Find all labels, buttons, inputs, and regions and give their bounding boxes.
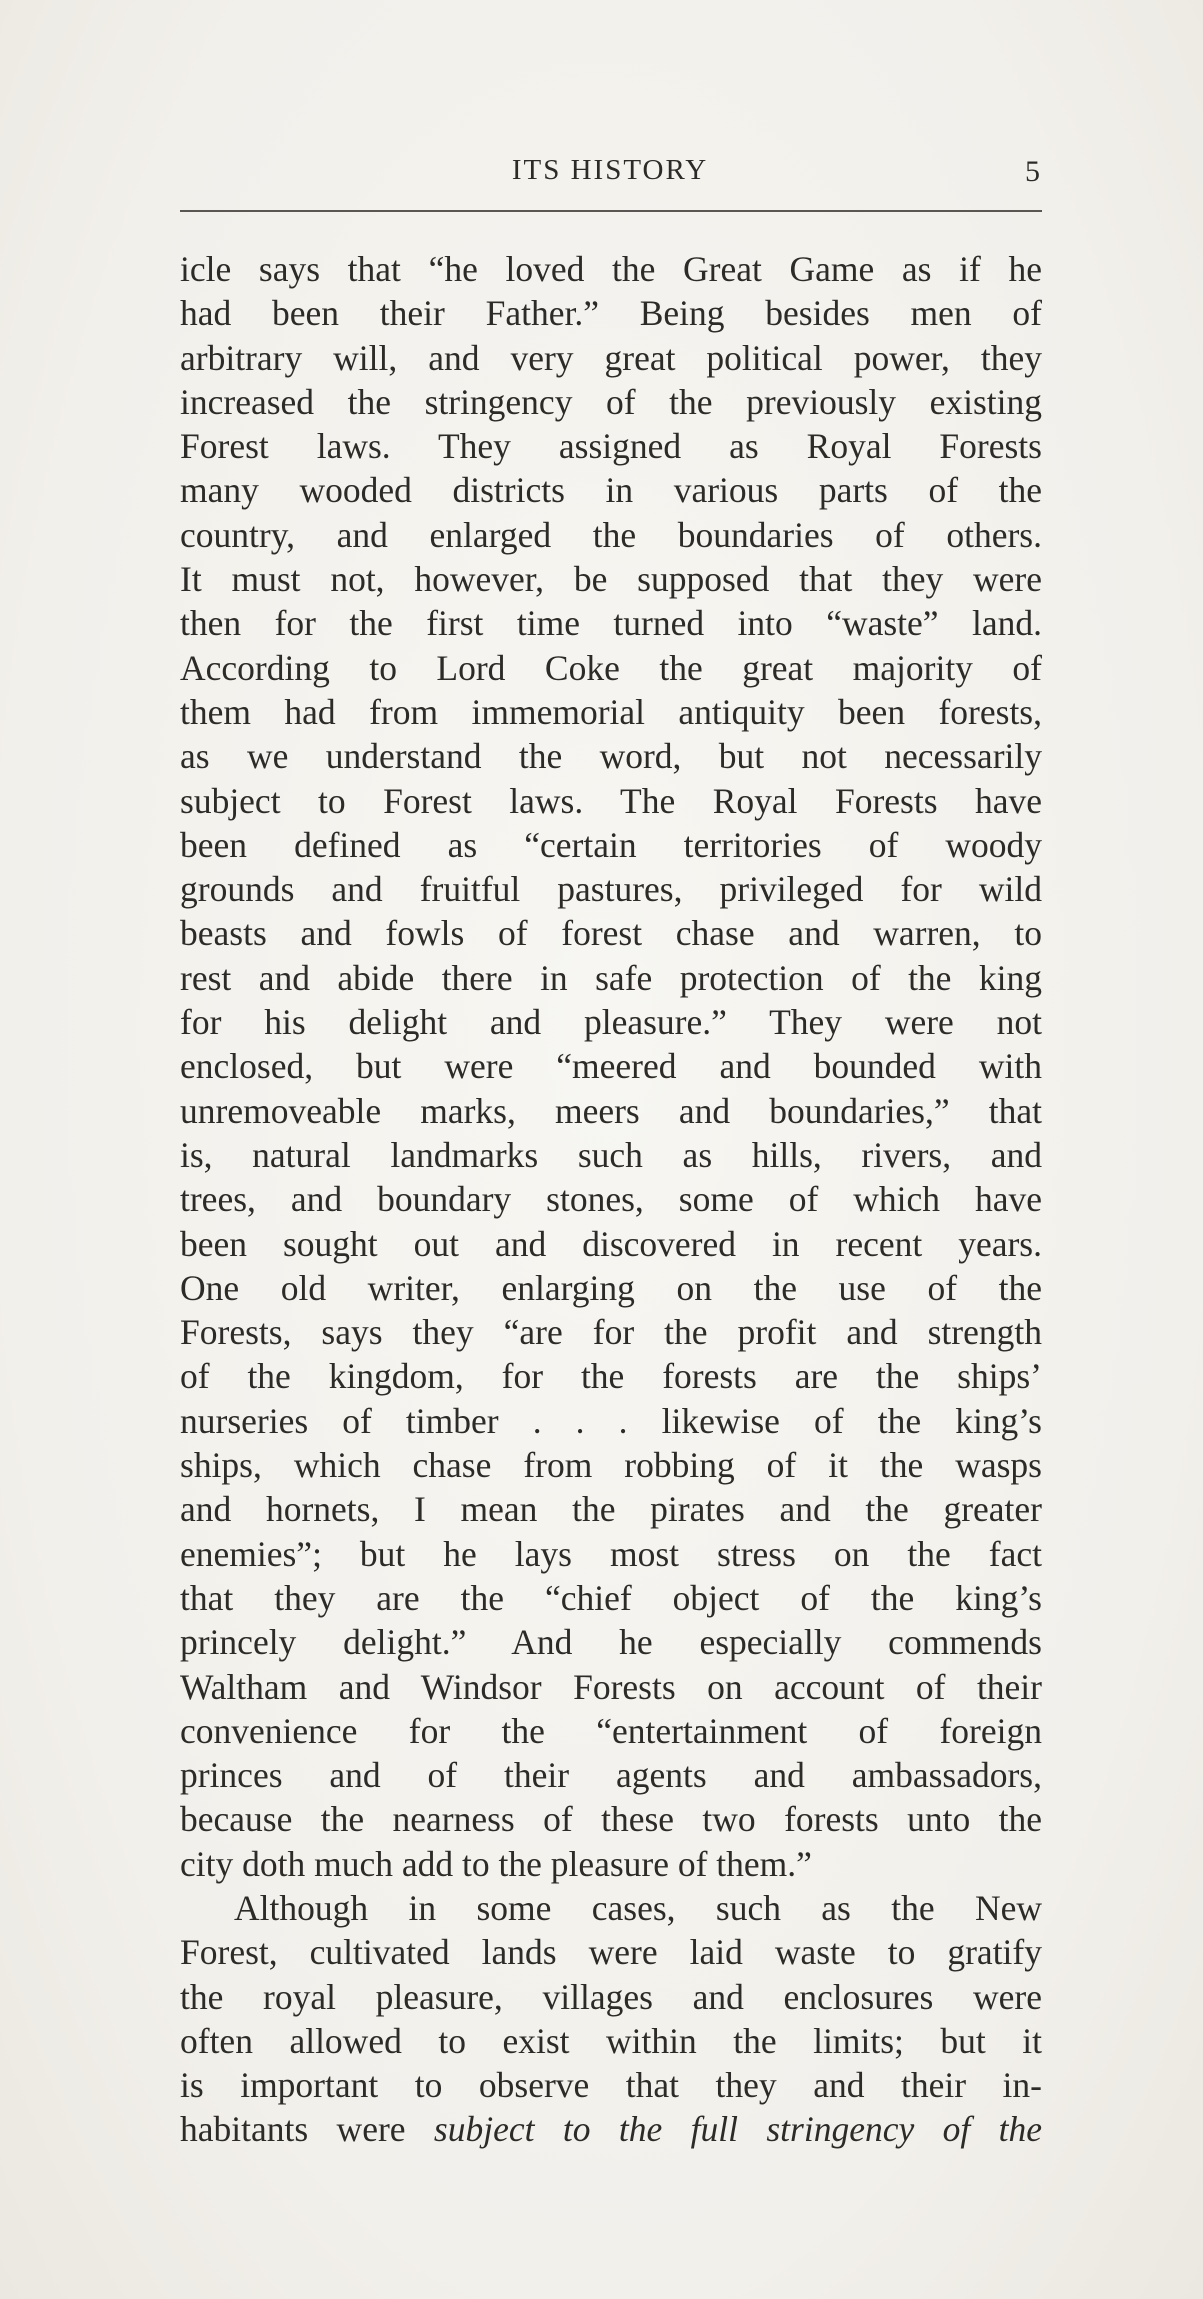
text-line: increased the stringency of the previously existing	[180, 381, 1042, 422]
text-line: Forest laws. They assigned as Royal Forests	[180, 426, 1042, 467]
text-line: that they are the “chief object of the king’s	[180, 1577, 1042, 1618]
text-line: Forests, says they “are for the profit and strength	[180, 1312, 1042, 1353]
page-header	[180, 148, 1040, 192]
paragraph-start-line: Although in some cases, such as the New	[234, 1887, 1042, 1928]
text-line: One old writer, enlarging on the use of the	[180, 1267, 1042, 1308]
text-line: arbitrary will, and very great political power, they	[180, 337, 1042, 378]
final-line-roman: habitants were	[180, 2109, 434, 2150]
final-line-italic: subject to the full stringency of the	[433, 2109, 1042, 2150]
final-text-line	[180, 2107, 1042, 2151]
text-line: princes and of their agents and ambassadors,	[180, 1755, 1042, 1796]
text-line: because the nearness of these two forests unto the	[180, 1799, 1042, 1840]
text-line: nurseries of timber . . . likewise of the king’s	[180, 1400, 1042, 1441]
text-line: of the kingdom, for the forests are the ships’	[180, 1356, 1042, 1397]
text-line: enemies”; but he lays most stress on the fact	[180, 1533, 1042, 1574]
text-line: been sought out and discovered in recent years.	[180, 1223, 1042, 1264]
text-line: had been their Father.” Being besides men of	[180, 293, 1042, 334]
text-line: princely delight.” And he especially commends	[180, 1622, 1042, 1663]
text-line: country, and enlarged the boundaries of others.	[180, 514, 1042, 555]
text-line: rest and abide there in safe protection of the king	[180, 957, 1042, 998]
text-line: subject to Forest laws. The Royal Forests have	[180, 780, 1042, 821]
text-line: According to Lord Coke the great majority of	[180, 647, 1042, 688]
paragraph-end-line: city doth much add to the pleasure of them.”	[180, 1843, 812, 1884]
text-line: the royal pleasure, villages and enclosures were	[180, 1976, 1042, 2017]
text-line: enclosed, but were “meered and bounded with	[180, 1046, 1042, 1087]
text-line: beasts and fowls of forest chase and warren, to	[180, 913, 1042, 954]
text-line: is, natural landmarks such as hills, rivers, and	[180, 1134, 1042, 1175]
text-line: It must not, however, be supposed that they were	[180, 559, 1042, 600]
text-line: trees, and boundary stones, some of which have	[180, 1179, 1042, 1220]
text-line: as we understand the word, but not necessarily	[180, 736, 1042, 777]
text-line: many wooded districts in various parts of the	[180, 470, 1042, 511]
text-line: often allowed to exist within the limits; but it	[180, 2020, 1042, 2061]
text-line: is important to observe that they and their in-	[180, 2065, 1042, 2106]
text-line: been defined as “certain territories of woody	[180, 824, 1042, 865]
body-text	[180, 247, 1042, 2152]
text-line: them had from immemorial antiquity been forests,	[180, 691, 1042, 732]
text-line: then for the first time turned into “waste” land.	[180, 603, 1042, 644]
text-line: grounds and fruitful pastures, privileged for wild	[180, 869, 1042, 910]
header-rule	[180, 210, 1042, 212]
text-line: icle says that “he loved the Great Game as if he	[180, 249, 1042, 289]
text-line: ships, which chase from robbing of it the wasps	[180, 1445, 1042, 1486]
text-line: Waltham and Windsor Forests on account of their	[180, 1666, 1042, 1707]
running-head: ITS HISTORY	[511, 154, 709, 186]
text-line: and hornets, I mean the pirates and the greater	[180, 1489, 1042, 1530]
text-line: Forest, cultivated lands were laid waste to gratify	[180, 1932, 1042, 1973]
text-line: unremoveable marks, meers and boundaries,” that	[180, 1090, 1042, 1131]
text-line: for his delight and pleasure.” They were not	[180, 1002, 1042, 1043]
text-line: convenience for the “entertainment of foreign	[180, 1710, 1042, 1751]
page-number: 5	[1025, 155, 1040, 188]
